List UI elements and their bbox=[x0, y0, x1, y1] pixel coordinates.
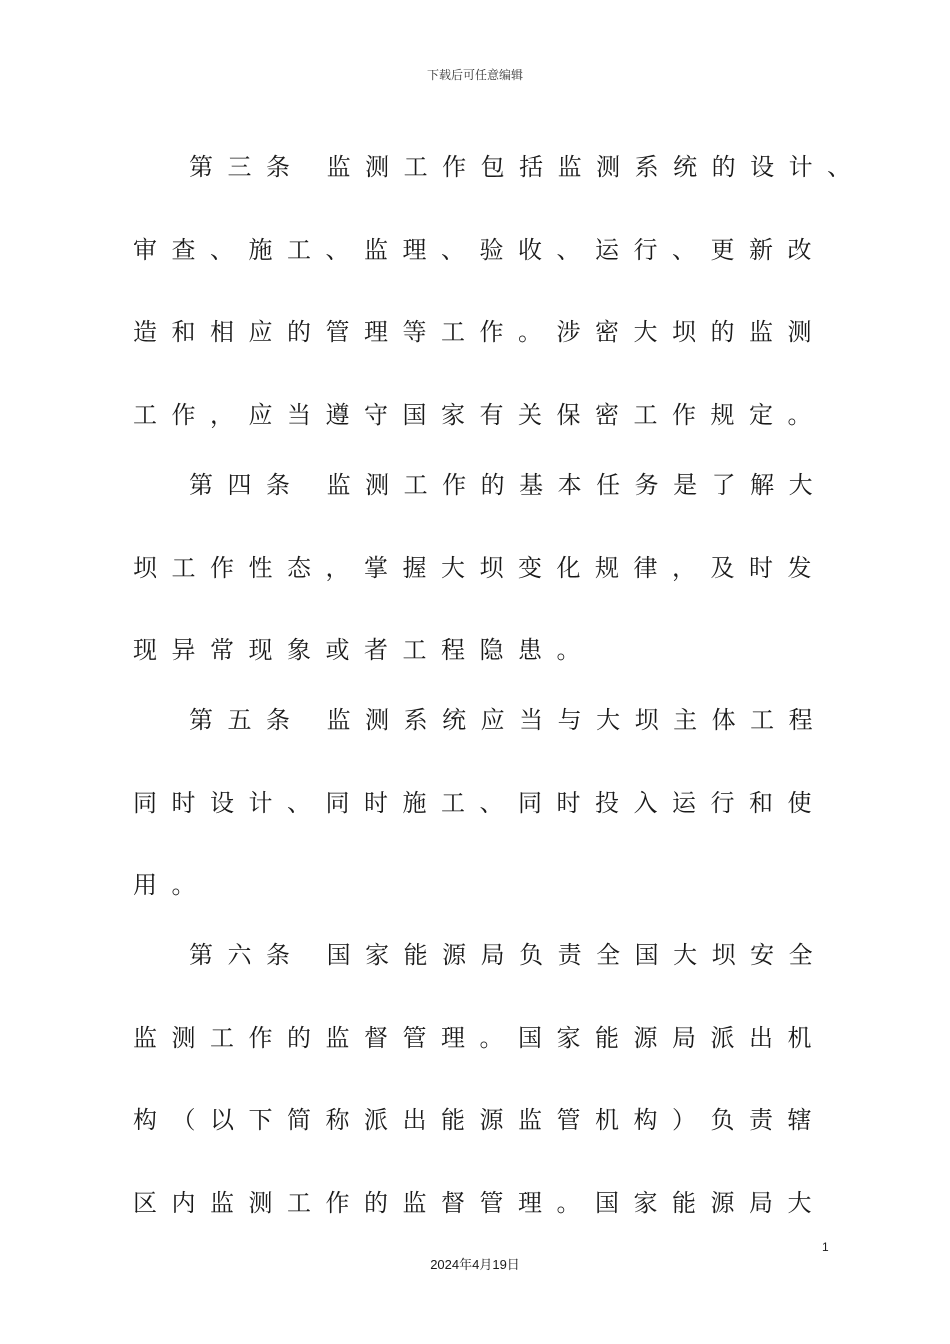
text-line: 第三条 监测工作包括监测系统的设计、 bbox=[189, 153, 866, 181]
text-line: 构（以下简称派出能源监管机构）负责辖 bbox=[133, 1106, 826, 1134]
text-line: 第六条 国家能源局负责全国大坝安全 bbox=[189, 941, 828, 969]
footer-date: 2024年4月19日 bbox=[430, 1257, 520, 1272]
page-header: 下载后可任意编辑 bbox=[426, 68, 523, 82]
text-line: 用。 bbox=[133, 871, 210, 899]
page-number: 1 bbox=[822, 1240, 829, 1254]
text-line: 第五条 监测系统应当与大坝主体工程 bbox=[189, 706, 828, 734]
text-line: 坝工作性态，掌握大坝变化规律，及时发 bbox=[133, 554, 826, 582]
text-line: 工作，应当遵守国家有关保密工作规定。 bbox=[133, 401, 826, 429]
text-line: 同时设计、同时施工、同时投入运行和使 bbox=[133, 789, 826, 817]
text-line: 审查、施工、监理、验收、运行、更新改 bbox=[133, 236, 826, 264]
text-line: 造和相应的管理等工作。涉密大坝的监测 bbox=[133, 318, 826, 346]
text-line: 第四条 监测工作的基本任务是了解大 bbox=[189, 471, 828, 499]
text-line: 现异常现象或者工程隐患。 bbox=[133, 636, 595, 664]
text-line: 监测工作的监督管理。国家能源局派出机 bbox=[133, 1024, 826, 1052]
text-line: 区内监测工作的监督管理。国家能源局大 bbox=[133, 1189, 826, 1217]
